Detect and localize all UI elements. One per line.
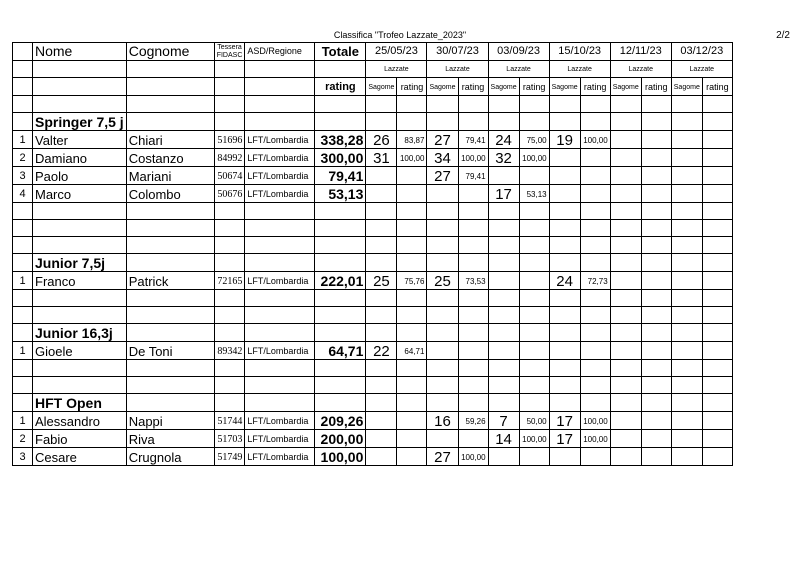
- event-sagome: [366, 430, 397, 448]
- event-rating: 100,00: [519, 149, 549, 167]
- header-event-date: 12/11/23: [610, 43, 671, 61]
- table-row: [13, 448, 733, 466]
- empty-cell: [315, 254, 366, 272]
- page-number: 2/2: [776, 30, 790, 41]
- event-rating: [641, 272, 671, 290]
- event-rating: [397, 412, 427, 430]
- table-row: [13, 185, 733, 203]
- empty-cell: [366, 394, 397, 412]
- position: 3: [13, 167, 33, 185]
- event-rating: [702, 272, 732, 290]
- header-nome: Nome: [33, 43, 127, 61]
- event-sagome: 19: [549, 131, 580, 149]
- table-row: [13, 131, 733, 149]
- position: 1: [13, 131, 33, 149]
- event-rating: [519, 448, 549, 466]
- event-sagome: 25: [366, 272, 397, 290]
- position: 2: [13, 149, 33, 167]
- category-row: [13, 324, 733, 342]
- header-rating: rating: [580, 78, 610, 96]
- tessera-number: 84992: [214, 149, 245, 167]
- empty-cell: [488, 324, 519, 342]
- event-sagome: [671, 412, 702, 430]
- category-row: [13, 254, 733, 272]
- event-rating: 100,00: [458, 149, 488, 167]
- tessera-number: 51749: [214, 448, 245, 466]
- event-sagome: [671, 448, 702, 466]
- event-sagome: 27: [427, 448, 458, 466]
- blank-row: [13, 377, 733, 394]
- position: 1: [13, 342, 33, 360]
- event-sagome: [671, 131, 702, 149]
- header-row-main: [13, 43, 733, 61]
- header-sagome: Sagome: [366, 78, 397, 96]
- category-pos-empty: [13, 254, 33, 272]
- event-rating: 100,00: [580, 131, 610, 149]
- empty-cell: [488, 113, 519, 131]
- first-name: Gioele: [33, 342, 127, 360]
- event-sagome: [488, 342, 519, 360]
- event-sagome: 32: [488, 149, 519, 167]
- event-sagome: [671, 167, 702, 185]
- event-sagome: 24: [549, 272, 580, 290]
- event-rating: [580, 448, 610, 466]
- event-rating: 83,87: [397, 131, 427, 149]
- empty-cell: [126, 324, 214, 342]
- header-event-date: 03/09/23: [488, 43, 549, 61]
- last-name: De Toni: [126, 342, 214, 360]
- ranking-table: [12, 42, 733, 466]
- event-rating: [641, 448, 671, 466]
- event-sagome: [549, 342, 580, 360]
- tessera-number: 51696: [214, 131, 245, 149]
- category-pos-empty: [13, 324, 33, 342]
- event-rating: [397, 430, 427, 448]
- event-sagome: [610, 167, 641, 185]
- event-rating: [641, 131, 671, 149]
- empty-cell: [458, 113, 488, 131]
- total-rating: 64,71: [315, 342, 366, 360]
- blank-row: [13, 307, 733, 324]
- event-sagome: [366, 185, 397, 203]
- event-sagome: 26: [366, 131, 397, 149]
- asd-region: LFT/Lombardia: [245, 149, 315, 167]
- table-row: [13, 430, 733, 448]
- event-sagome: [671, 430, 702, 448]
- blank-row: [13, 360, 733, 377]
- blank-row: [13, 203, 733, 220]
- empty-cell: [519, 324, 549, 342]
- asd-region: LFT/Lombardia: [245, 131, 315, 149]
- event-rating: 50,00: [519, 412, 549, 430]
- empty-cell: [315, 394, 366, 412]
- tessera-number: 89342: [214, 342, 245, 360]
- event-rating: [519, 272, 549, 290]
- empty-cell: [610, 324, 641, 342]
- event-sagome: [549, 185, 580, 203]
- event-sagome: [366, 412, 397, 430]
- event-rating: 100,00: [458, 448, 488, 466]
- header-row-sub: [13, 78, 733, 96]
- event-sagome: [671, 272, 702, 290]
- empty-cell: [610, 254, 641, 272]
- event-sagome: [610, 430, 641, 448]
- event-rating: [397, 167, 427, 185]
- empty-cell: [245, 113, 315, 131]
- header-event-date: 30/07/23: [427, 43, 488, 61]
- blank-row: [13, 96, 733, 113]
- event-rating: 100,00: [580, 430, 610, 448]
- empty-cell: [610, 394, 641, 412]
- empty-cell: [519, 254, 549, 272]
- empty-cell: [641, 324, 671, 342]
- header-total-rating: rating: [315, 78, 366, 96]
- header-totale: Totale: [315, 43, 366, 61]
- blank-row: [13, 237, 733, 254]
- event-sagome: [549, 167, 580, 185]
- category-pos-empty: [13, 394, 33, 412]
- empty-cell: [427, 254, 458, 272]
- event-sagome: 17: [549, 430, 580, 448]
- event-rating: [641, 167, 671, 185]
- event-sagome: [610, 149, 641, 167]
- empty-cell: [702, 394, 732, 412]
- empty-cell: [126, 394, 214, 412]
- event-sagome: 22: [366, 342, 397, 360]
- event-rating: [580, 342, 610, 360]
- empty-cell: [427, 394, 458, 412]
- event-rating: 64,71: [397, 342, 427, 360]
- position: 1: [13, 412, 33, 430]
- event-sagome: [427, 185, 458, 203]
- empty-cell: [427, 324, 458, 342]
- event-rating: [519, 167, 549, 185]
- total-rating: 100,00: [315, 448, 366, 466]
- tessera-number: 72165: [214, 272, 245, 290]
- event-sagome: [427, 342, 458, 360]
- header-event-location: Lazzate: [610, 61, 671, 78]
- empty-cell: [488, 394, 519, 412]
- event-rating: 53,13: [519, 185, 549, 203]
- asd-region: LFT/Lombardia: [245, 448, 315, 466]
- empty-cell: [580, 394, 610, 412]
- first-name: Damiano: [33, 149, 127, 167]
- position: 1: [13, 272, 33, 290]
- last-name: Colombo: [126, 185, 214, 203]
- event-rating: [641, 185, 671, 203]
- event-rating: 100,00: [397, 149, 427, 167]
- event-sagome: 16: [427, 412, 458, 430]
- event-rating: [580, 149, 610, 167]
- empty-cell: [702, 254, 732, 272]
- header-event-location: Lazzate: [366, 61, 427, 78]
- header-rating: rating: [519, 78, 549, 96]
- empty-cell: [580, 324, 610, 342]
- event-sagome: [427, 430, 458, 448]
- event-rating: [702, 185, 732, 203]
- last-name: Patrick: [126, 272, 214, 290]
- asd-region: LFT/Lombardia: [245, 185, 315, 203]
- header-sagome: Sagome: [427, 78, 458, 96]
- empty-cell: [366, 324, 397, 342]
- event-sagome: [488, 448, 519, 466]
- category-row: [13, 394, 733, 412]
- empty-cell: [671, 324, 702, 342]
- asd-region: LFT/Lombardia: [245, 342, 315, 360]
- event-rating: [397, 448, 427, 466]
- category-name: HFT Open: [33, 394, 127, 412]
- first-name: Fabio: [33, 430, 127, 448]
- event-rating: [641, 430, 671, 448]
- event-sagome: [671, 185, 702, 203]
- document-title: Classifica "Trofeo Lazzate_2023": [333, 30, 467, 40]
- event-rating: [702, 412, 732, 430]
- event-sagome: [610, 131, 641, 149]
- empty-cell: [427, 113, 458, 131]
- event-sagome: [549, 149, 580, 167]
- event-rating: [458, 342, 488, 360]
- total-rating: 53,13: [315, 185, 366, 203]
- event-rating: 75,00: [519, 131, 549, 149]
- table-row: [13, 412, 733, 430]
- asd-region: LFT/Lombardia: [245, 412, 315, 430]
- event-sagome: [549, 448, 580, 466]
- header-asd: ASD/Regione: [245, 43, 315, 61]
- empty-cell: [671, 394, 702, 412]
- empty-cell: [245, 324, 315, 342]
- empty-cell: [397, 324, 427, 342]
- event-rating: [702, 149, 732, 167]
- header-sagome: Sagome: [610, 78, 641, 96]
- tessera-number: 50676: [214, 185, 245, 203]
- event-rating: 59,26: [458, 412, 488, 430]
- empty-cell: [549, 254, 580, 272]
- empty-cell: [641, 394, 671, 412]
- event-sagome: 17: [549, 412, 580, 430]
- empty-cell: [488, 254, 519, 272]
- event-sagome: 31: [366, 149, 397, 167]
- empty-cell: [214, 254, 245, 272]
- event-rating: [641, 342, 671, 360]
- total-rating: 200,00: [315, 430, 366, 448]
- event-sagome: 27: [427, 167, 458, 185]
- event-rating: [519, 342, 549, 360]
- event-rating: [702, 448, 732, 466]
- empty-cell: [519, 113, 549, 131]
- first-name: Marco: [33, 185, 127, 203]
- header-sagome: Sagome: [549, 78, 580, 96]
- table-row: [13, 149, 733, 167]
- blank-row: [13, 290, 733, 307]
- table-row: [13, 167, 733, 185]
- event-sagome: 14: [488, 430, 519, 448]
- event-sagome: [610, 342, 641, 360]
- blank-row: [13, 220, 733, 237]
- empty-cell: [702, 324, 732, 342]
- event-sagome: [671, 342, 702, 360]
- position: 4: [13, 185, 33, 203]
- empty-cell: [366, 254, 397, 272]
- event-rating: 100,00: [580, 412, 610, 430]
- empty-cell: [671, 254, 702, 272]
- header-rating: rating: [397, 78, 427, 96]
- header-event-location: Lazzate: [671, 61, 732, 78]
- category-name: Springer 7,5 j: [33, 113, 127, 131]
- header-rating: rating: [458, 78, 488, 96]
- first-name: Paolo: [33, 167, 127, 185]
- event-rating: 72,73: [580, 272, 610, 290]
- asd-region: LFT/Lombardia: [245, 272, 315, 290]
- event-sagome: [366, 448, 397, 466]
- table-row: [13, 272, 733, 290]
- event-rating: 100,00: [519, 430, 549, 448]
- empty-cell: [315, 113, 366, 131]
- empty-cell: [610, 113, 641, 131]
- total-rating: 300,00: [315, 149, 366, 167]
- event-rating: [458, 430, 488, 448]
- empty-cell: [126, 113, 214, 131]
- position: 2: [13, 430, 33, 448]
- header-event-location: Lazzate: [488, 61, 549, 78]
- empty-cell: [671, 113, 702, 131]
- event-rating: 73,53: [458, 272, 488, 290]
- empty-cell: [214, 394, 245, 412]
- total-rating: 79,41: [315, 167, 366, 185]
- header-cognome: Cognome: [126, 43, 214, 61]
- event-sagome: [488, 167, 519, 185]
- event-sagome: [610, 185, 641, 203]
- asd-region: LFT/Lombardia: [245, 167, 315, 185]
- tessera-number: 51703: [214, 430, 245, 448]
- first-name: Franco: [33, 272, 127, 290]
- empty-cell: [315, 324, 366, 342]
- event-sagome: 24: [488, 131, 519, 149]
- event-rating: [580, 185, 610, 203]
- event-rating: [580, 167, 610, 185]
- event-sagome: [610, 448, 641, 466]
- empty-cell: [549, 113, 580, 131]
- event-sagome: [488, 272, 519, 290]
- header-event-date: 15/10/23: [549, 43, 610, 61]
- empty-cell: [126, 254, 214, 272]
- event-rating: [702, 430, 732, 448]
- event-sagome: [671, 149, 702, 167]
- event-rating: 75,76: [397, 272, 427, 290]
- last-name: Riva: [126, 430, 214, 448]
- event-rating: [397, 185, 427, 203]
- event-rating: [458, 185, 488, 203]
- event-rating: [641, 149, 671, 167]
- tessera-number: 50674: [214, 167, 245, 185]
- event-rating: [702, 342, 732, 360]
- event-rating: [702, 131, 732, 149]
- empty-cell: [397, 254, 427, 272]
- empty-cell: [641, 254, 671, 272]
- header-event-location: Lazzate: [427, 61, 488, 78]
- event-rating: 79,41: [458, 131, 488, 149]
- header-event-date: 25/05/23: [366, 43, 427, 61]
- event-sagome: 25: [427, 272, 458, 290]
- first-name: Valter: [33, 131, 127, 149]
- header-rating: rating: [641, 78, 671, 96]
- event-rating: [702, 167, 732, 185]
- empty-cell: [214, 113, 245, 131]
- tessera-number: 51744: [214, 412, 245, 430]
- first-name: Alessandro: [33, 412, 127, 430]
- last-name: Mariani: [126, 167, 214, 185]
- event-sagome: 17: [488, 185, 519, 203]
- event-rating: [641, 412, 671, 430]
- total-rating: 209,26: [315, 412, 366, 430]
- category-row: [13, 113, 733, 131]
- empty-cell: [580, 254, 610, 272]
- empty-cell: [549, 394, 580, 412]
- asd-region: LFT/Lombardia: [245, 430, 315, 448]
- empty-cell: [245, 254, 315, 272]
- empty-cell: [366, 113, 397, 131]
- header-row-location: [13, 61, 733, 78]
- first-name: Cesare: [33, 448, 127, 466]
- empty-cell: [245, 394, 315, 412]
- event-sagome: 27: [427, 131, 458, 149]
- header-rating: rating: [702, 78, 732, 96]
- table-row: [13, 342, 733, 360]
- empty-cell: [580, 113, 610, 131]
- category-pos-empty: [13, 113, 33, 131]
- total-rating: 222,01: [315, 272, 366, 290]
- header-tessera: Tessera FIDASC: [214, 43, 245, 61]
- category-name: Junior 7,5j: [33, 254, 127, 272]
- header-event-date: 03/12/23: [671, 43, 732, 61]
- event-sagome: 34: [427, 149, 458, 167]
- header-event-location: Lazzate: [549, 61, 610, 78]
- event-rating: 79,41: [458, 167, 488, 185]
- event-sagome: [610, 272, 641, 290]
- header-sagome: Sagome: [488, 78, 519, 96]
- event-sagome: [366, 167, 397, 185]
- event-sagome: [610, 412, 641, 430]
- category-name: Junior 16,3j: [33, 324, 127, 342]
- empty-cell: [458, 324, 488, 342]
- empty-cell: [641, 113, 671, 131]
- last-name: Nappi: [126, 412, 214, 430]
- last-name: Crugnola: [126, 448, 214, 466]
- empty-cell: [702, 113, 732, 131]
- total-rating: 338,28: [315, 131, 366, 149]
- header-sagome: Sagome: [671, 78, 702, 96]
- empty-cell: [397, 394, 427, 412]
- empty-cell: [397, 113, 427, 131]
- empty-cell: [214, 324, 245, 342]
- empty-cell: [549, 324, 580, 342]
- last-name: Chiari: [126, 131, 214, 149]
- empty-cell: [458, 254, 488, 272]
- empty-cell: [458, 394, 488, 412]
- position: 3: [13, 448, 33, 466]
- last-name: Costanzo: [126, 149, 214, 167]
- event-sagome: 7: [488, 412, 519, 430]
- empty-cell: [519, 394, 549, 412]
